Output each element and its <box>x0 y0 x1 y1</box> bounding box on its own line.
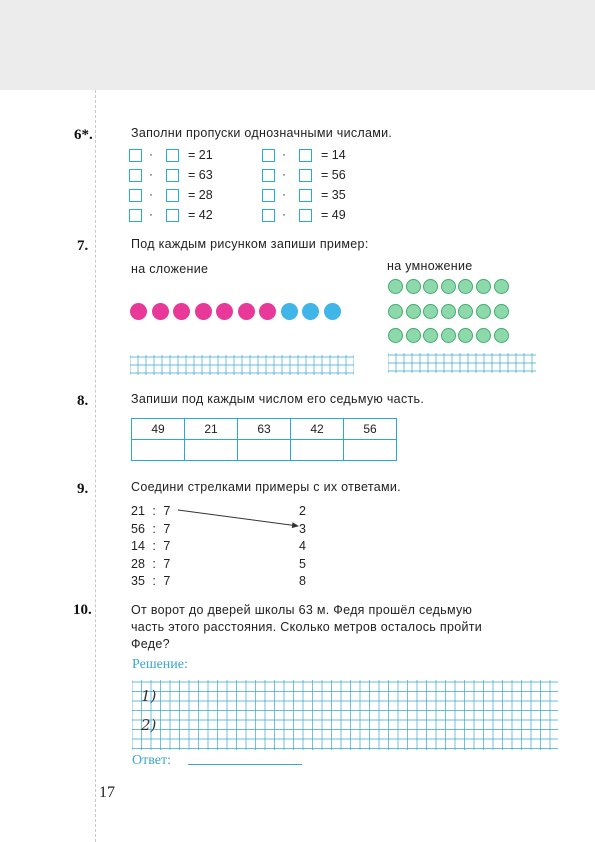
green-circle <box>494 279 509 294</box>
task9-number: 9. <box>77 481 89 497</box>
task8-number-cell: 56 <box>344 419 397 440</box>
task8-instruction: Запиши под каждым числом его седьмую часть. <box>131 392 425 406</box>
margin-line <box>95 90 96 842</box>
green-circle <box>476 279 491 294</box>
multiplication-answer-grid[interactable] <box>388 353 536 373</box>
answer-option: 4 <box>299 539 306 553</box>
scan-top-border <box>0 0 595 90</box>
blank-box[interactable] <box>166 209 179 222</box>
addition-answer-grid[interactable] <box>130 355 354 375</box>
task8-answer-cell[interactable] <box>291 440 344 461</box>
pink-circle <box>152 303 169 320</box>
answer-line[interactable] <box>188 764 302 765</box>
blue-circle <box>324 303 341 320</box>
blank-box[interactable] <box>299 189 312 202</box>
green-circle <box>388 328 403 343</box>
green-circle <box>476 304 491 319</box>
pink-circle <box>259 303 276 320</box>
task6-number: 6*. <box>74 127 93 143</box>
task10-number: 10. <box>73 602 92 618</box>
task6-instruction: Заполни пропуски однозначными числами. <box>131 126 393 140</box>
task7-instruction: Под каждым рисунком запиши пример: <box>131 237 369 251</box>
green-circle <box>388 279 403 294</box>
blank-box[interactable] <box>129 189 142 202</box>
green-circle <box>406 304 421 319</box>
pink-circle <box>238 303 255 320</box>
green-circle <box>423 328 438 343</box>
task8-number-cell: 49 <box>132 419 185 440</box>
task10-text-line2: часть этого расстояния. Сколько метров осталось пройти <box>131 620 483 634</box>
blank-box[interactable] <box>262 189 275 202</box>
green-circle <box>494 304 509 319</box>
green-circle <box>441 328 456 343</box>
blank-box[interactable] <box>299 169 312 182</box>
task8-table <box>131 418 397 461</box>
green-circle <box>494 328 509 343</box>
pink-circle <box>216 303 233 320</box>
division-example: 14 : 7 <box>131 539 171 553</box>
multiply-sign: · <box>282 167 286 181</box>
task9-instruction: Соедини стрелками примеры с их ответами. <box>131 480 401 494</box>
multiply-sign: · <box>149 167 153 181</box>
multiply-sign: · <box>282 147 286 161</box>
blue-circle <box>302 303 319 320</box>
task7-right-caption: на умножение <box>387 259 473 273</box>
green-circle <box>388 304 403 319</box>
answer-label: Ответ: <box>132 753 171 768</box>
green-circle <box>406 328 421 343</box>
task8-answers-row[interactable] <box>132 440 397 461</box>
solution-grid[interactable] <box>132 680 558 750</box>
blank-box[interactable] <box>166 189 179 202</box>
equation-result: = 14 <box>321 148 346 162</box>
blank-box[interactable] <box>166 149 179 162</box>
multiply-sign: · <box>282 207 286 221</box>
equation-result: = 56 <box>321 168 346 182</box>
task8-number-cell: 42 <box>291 419 344 440</box>
task8-answer-cell[interactable] <box>132 440 185 461</box>
answer-option: 2 <box>299 504 306 518</box>
task8-answer-cell[interactable] <box>344 440 397 461</box>
task7-left-caption: на сложение <box>131 262 209 276</box>
answer-option: 8 <box>299 574 306 588</box>
equation-result: = 28 <box>188 188 213 202</box>
task8-number: 8. <box>77 393 89 409</box>
step1-mark: 1) <box>141 687 157 705</box>
multiply-sign: · <box>149 207 153 221</box>
green-circle <box>423 304 438 319</box>
equation-result: = 49 <box>321 208 346 222</box>
matching-arrow <box>170 500 320 540</box>
task8-answer-cell[interactable] <box>185 440 238 461</box>
green-circle <box>423 279 438 294</box>
task7-number: 7. <box>77 238 89 254</box>
multiply-sign: · <box>282 187 286 201</box>
blank-box[interactable] <box>299 149 312 162</box>
green-circle <box>476 328 491 343</box>
multiply-sign: · <box>149 187 153 201</box>
blank-box[interactable] <box>166 169 179 182</box>
division-example: 56 : 7 <box>131 521 171 536</box>
step2-mark: 2) <box>141 716 157 734</box>
solution-label: Решение: <box>132 657 188 672</box>
task10-text-line3: Феде? <box>131 637 170 651</box>
equation-result: = 35 <box>321 188 346 202</box>
task8-numbers-row <box>132 419 397 440</box>
pink-circle <box>195 303 212 320</box>
equation-result: = 42 <box>188 208 213 222</box>
task8-number-cell: 21 <box>185 419 238 440</box>
blank-box[interactable] <box>129 209 142 222</box>
multiply-sign: · <box>149 147 153 161</box>
answer-option: 5 <box>299 556 306 571</box>
green-circle <box>458 304 473 319</box>
blank-box[interactable] <box>262 149 275 162</box>
division-example: 21 : 7 <box>131 504 171 518</box>
blank-box[interactable] <box>262 169 275 182</box>
blank-box[interactable] <box>262 209 275 222</box>
answer-option: 3 <box>299 521 306 536</box>
pink-circle <box>173 303 190 320</box>
pink-circle <box>130 303 147 320</box>
equation-result: = 21 <box>188 148 213 162</box>
blank-box[interactable] <box>129 149 142 162</box>
green-circle <box>458 279 473 294</box>
green-circle <box>441 304 456 319</box>
task8-number-cell: 63 <box>238 419 291 440</box>
green-circle <box>441 279 456 294</box>
green-circle <box>458 328 473 343</box>
task8-answer-cell[interactable] <box>238 440 291 461</box>
division-example: 35 : 7 <box>131 574 171 588</box>
green-circle <box>406 279 421 294</box>
page-number: 17 <box>99 784 115 801</box>
equation-result: = 63 <box>188 168 213 182</box>
task10-text-line1: От ворот до дверей школы 63 м. Федя прошёл седьмую <box>131 603 473 617</box>
blank-box[interactable] <box>129 169 142 182</box>
blue-circle <box>281 303 298 320</box>
blank-box[interactable] <box>299 209 312 222</box>
division-example: 28 : 7 <box>131 556 171 571</box>
